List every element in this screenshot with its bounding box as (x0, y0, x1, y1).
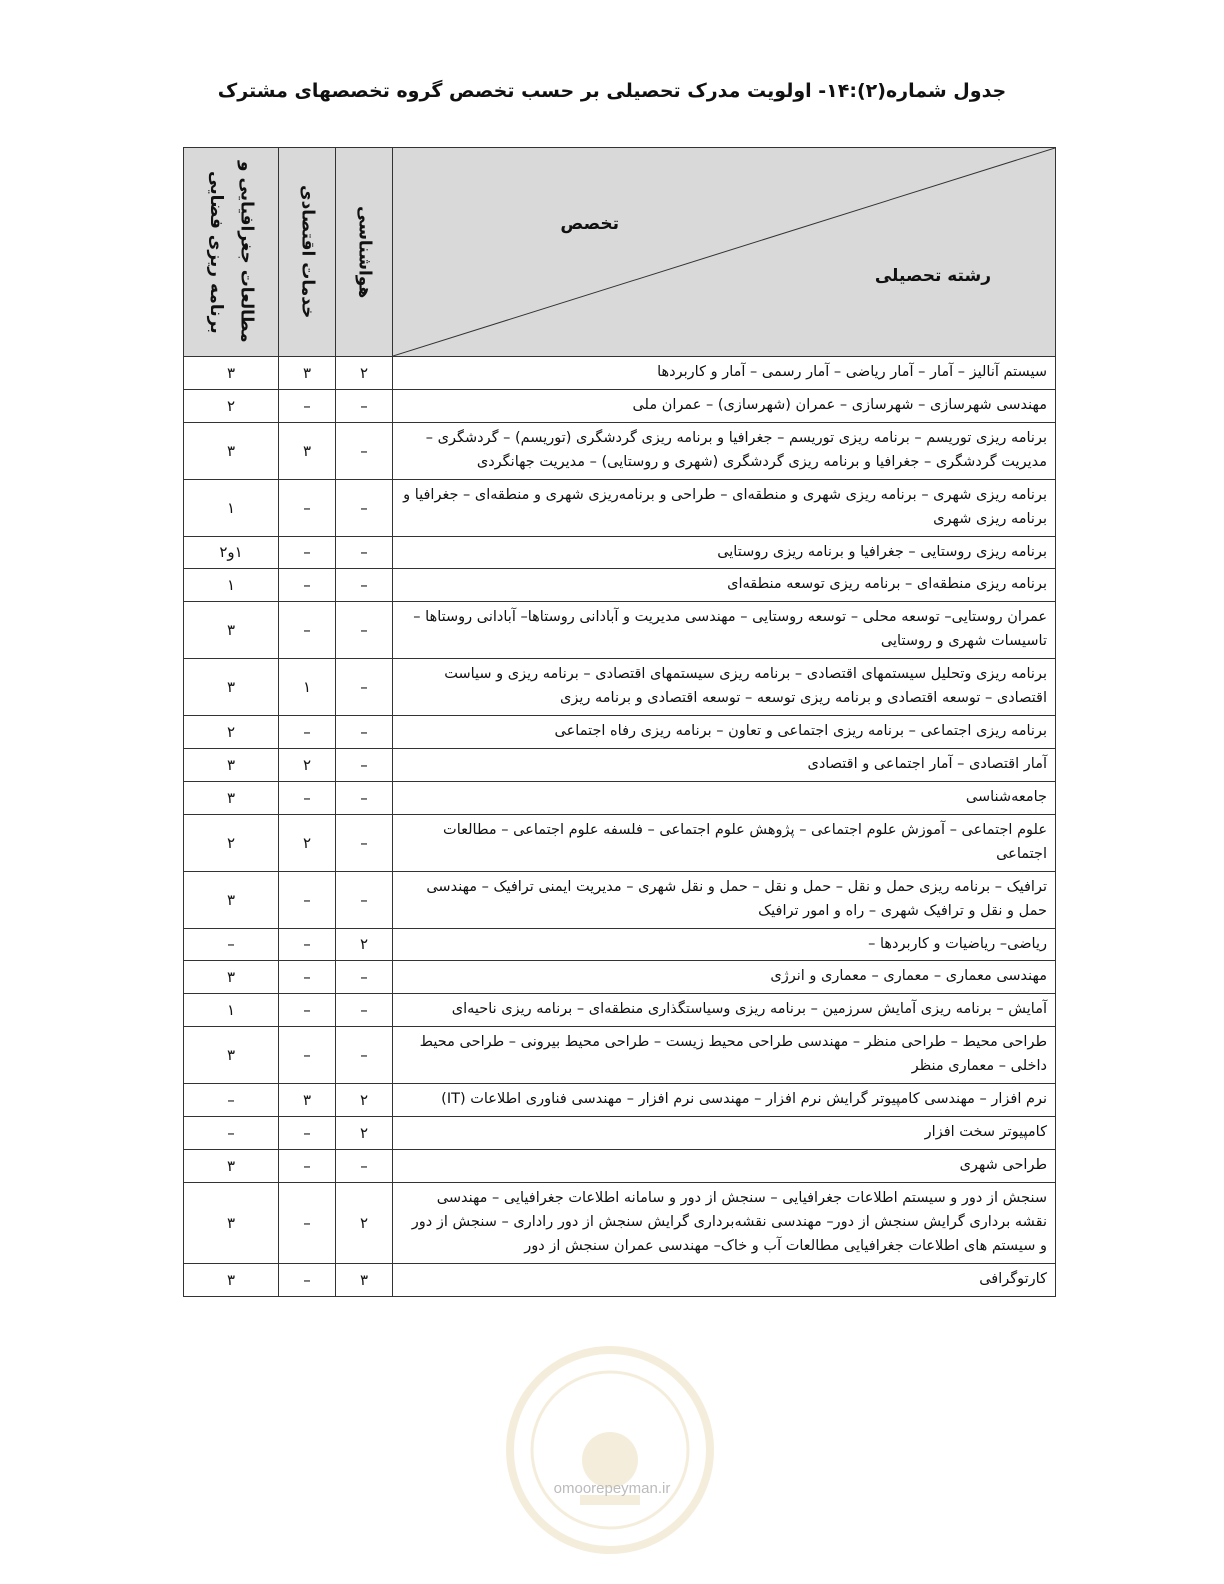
meteorology-cell: ۲ (336, 928, 393, 961)
meteorology-cell: ۲ (336, 1084, 393, 1117)
field-cell: سنجش از دور و سیستم اطلاعات جغرافیایی – سنجش از دور و سامانه اطلاعات جغرافیایی – مهندسی نقشه برداری گرایش سنجش از دور– مهندسی نقشه‌برداری گرایش سنجش از دور راداری – سنجش از دور و سیستم های اطلاعات جغرافیایی مطالعات آب و خاک– مهندسی عمران سنجش از دور (393, 1182, 1056, 1263)
table-row (184, 1117, 1056, 1150)
meteorology-cell: – (336, 781, 393, 814)
meteorology-cell: – (336, 659, 393, 716)
meteorology-cell: – (336, 748, 393, 781)
economic-cell: ۳ (279, 357, 336, 390)
economic-cell: – (279, 1027, 336, 1084)
economic-cell: – (279, 1149, 336, 1182)
meteorology-cell: – (336, 479, 393, 536)
meteorology-cell: – (336, 536, 393, 569)
geo-cell: ۳ (184, 1149, 279, 1182)
economic-cell: – (279, 994, 336, 1027)
economic-cell: ۲ (279, 814, 336, 871)
geo-cell: ۲ (184, 389, 279, 422)
economic-cell: – (279, 928, 336, 961)
field-cell: کامپیوتر سخت افزار (393, 1117, 1056, 1150)
field-cell: جامعه‌شناسی (393, 781, 1056, 814)
geo-cell: – (184, 1117, 279, 1150)
field-cell: مهندسی معماری – معماری – معماری و انرژی (393, 961, 1056, 994)
geo-cell: ۲ (184, 716, 279, 749)
economic-cell: – (279, 536, 336, 569)
geo-cell: ۳ (184, 1027, 279, 1084)
table-row (184, 569, 1056, 602)
geo-cell: ۳ (184, 602, 279, 659)
table-row (184, 422, 1056, 479)
col-economic-services: خدمات اقتصادی (279, 148, 336, 357)
economic-cell: – (279, 961, 336, 994)
table-row (184, 781, 1056, 814)
priority-table (183, 147, 1056, 1297)
col-geo-studies: مطالعات جغرافیایی و برنامه ریزی فضایی (184, 148, 279, 357)
geo-cell: ۳ (184, 1263, 279, 1296)
economic-cell: – (279, 1182, 336, 1263)
field-cell: کارتوگرافی (393, 1263, 1056, 1296)
field-cell: طراحی شهری (393, 1149, 1056, 1182)
field-cell: سیستم آنالیز – آمار – آمار ریاضی – آمار رسمی – آمار و کاربردها (393, 357, 1056, 390)
page-title: جدول شماره(۲):۱۴- اولویت مدرک تحصیلی بر حسب تخصص گروه تخصصهای مشترک (217, 80, 1007, 102)
geo-cell: ۳ (184, 357, 279, 390)
field-cell: برنامه ریزی توریسم – برنامه ریزی توریسم – جغرافیا و برنامه ریزی گردشگری (توریسم) – گردشگری – مدیریت گردشگری – جغرافیا و برنامه ریزی گردشگری (شهری و روستایی) – مدیریت جهانگردی (393, 422, 1056, 479)
meteorology-cell: – (336, 994, 393, 1027)
economic-cell: – (279, 716, 336, 749)
geo-cell: ۳ (184, 659, 279, 716)
table-row (184, 1182, 1056, 1263)
field-cell: عمران روستایی– توسعه محلی – توسعه روستایی – مهندسی مدیریت و آبادانی روستاها– آبادانی روستاها – تاسیسات شهری و روستایی (393, 602, 1056, 659)
geo-cell: – (184, 928, 279, 961)
meteorology-cell: ۲ (336, 1182, 393, 1263)
col-meteorology: هواشناسی (336, 148, 393, 357)
geo-cell: ۳ (184, 781, 279, 814)
meteorology-cell: – (336, 716, 393, 749)
economic-cell: – (279, 1263, 336, 1296)
economic-cell: – (279, 569, 336, 602)
field-cell: برنامه ریزی روستایی – جغرافیا و برنامه ریزی روستایی (393, 536, 1056, 569)
table-row (184, 389, 1056, 422)
geo-cell: ۱ (184, 994, 279, 1027)
geo-cell: ۱ (184, 479, 279, 536)
diagonal-line (393, 148, 1055, 356)
watermark-text: omoorepeyman.ir (553, 1480, 671, 1497)
economic-cell: ۳ (279, 422, 336, 479)
meteorology-cell: – (336, 422, 393, 479)
table-row (184, 994, 1056, 1027)
table-row (184, 357, 1056, 390)
meteorology-cell: ۳ (336, 1263, 393, 1296)
geo-cell: ۳ (184, 748, 279, 781)
table-row (184, 1149, 1056, 1182)
geo-cell: ۳ (184, 422, 279, 479)
economic-cell: – (279, 479, 336, 536)
diagonal-header-cell (393, 148, 1056, 357)
table-row (184, 814, 1056, 871)
meteorology-cell: – (336, 569, 393, 602)
meteorology-cell: – (336, 814, 393, 871)
field-cell: برنامه ریزی شهری – برنامه ریزی شهری و منطقه‌ای – طراحی و برنامه‌ریزی شهری و منطقه‌ای – جغرافیا و برنامه ریزی شهری (393, 479, 1056, 536)
field-label: رشته تحصیلی (874, 266, 991, 286)
meteorology-cell: – (336, 389, 393, 422)
table-row (184, 602, 1056, 659)
field-cell: آمایش – برنامه ریزی آمایش سرزمین – برنامه ریزی وسیاستگذاری منطقه‌ای – برنامه ریزی ناحیه‌ای (393, 994, 1056, 1027)
geo-cell: – (184, 1084, 279, 1117)
table-row (184, 536, 1056, 569)
economic-cell: – (279, 1117, 336, 1150)
table-row (184, 1027, 1056, 1084)
meteorology-cell: ۲ (336, 1117, 393, 1150)
economic-cell: – (279, 781, 336, 814)
geo-cell: ۱و۲ (184, 536, 279, 569)
table-row (184, 1084, 1056, 1117)
watermark-logo (500, 1340, 720, 1560)
economic-cell: – (279, 871, 336, 928)
economic-cell: – (279, 602, 336, 659)
geo-cell: ۳ (184, 871, 279, 928)
geo-cell: ۳ (184, 1182, 279, 1263)
field-cell: ترافیک – برنامه ریزی حمل و نقل – حمل و نقل – حمل و نقل شهری – مدیریت ایمنی ترافیک – مهندسی حمل و نقل و ترافیک شهری – راه و امور ترافیک (393, 871, 1056, 928)
field-cell: برنامه ریزی منطقه‌ای – برنامه ریزی توسعه منطقه‌ای (393, 569, 1056, 602)
field-cell: ریاضی– ریاضیات و کاربردها – (393, 928, 1056, 961)
meteorology-cell: – (336, 1149, 393, 1182)
field-cell: برنامه ریزی اجتماعی – برنامه ریزی اجتماعی و تعاون – برنامه ریزی رفاه اجتماعی (393, 716, 1056, 749)
geo-cell: ۲ (184, 814, 279, 871)
geo-cell: ۳ (184, 961, 279, 994)
table-row (184, 659, 1056, 716)
field-cell: آمار اقتصادی – آمار اجتماعی و اقتصادی (393, 748, 1056, 781)
field-cell: برنامه ریزی وتحلیل سیستمهای اقتصادی – برنامه ریزی سیستمهای اقتصادی – برنامه ریزی و سیاست اقتصادی – توسعه اقتصادی و برنامه ریزی توسعه – توسعه اقتصادی و برنامه ریزی (393, 659, 1056, 716)
table-row (184, 716, 1056, 749)
table-row (184, 479, 1056, 536)
field-cell: طراحی محیط – طراحی منظر – مهندسی طراحی محیط زیست – طراحی محیط بیرونی – طراحی محیط داخلی – معماری منظر (393, 1027, 1056, 1084)
field-cell: مهندسی شهرسازی – شهرسازی – عمران (شهرسازی) – عمران ملی (393, 389, 1056, 422)
economic-cell: ۳ (279, 1084, 336, 1117)
table-row (184, 871, 1056, 928)
table-row (184, 961, 1056, 994)
economic-cell: – (279, 389, 336, 422)
field-cell: علوم اجتماعی – آموزش علوم اجتماعی – پژوهش علوم اجتماعی – فلسفه علوم اجتماعی – مطالعات اجتماعی (393, 814, 1056, 871)
meteorology-cell: – (336, 961, 393, 994)
table-row (184, 748, 1056, 781)
table-row (184, 928, 1056, 961)
economic-cell: ۱ (279, 659, 336, 716)
meteorology-cell: – (336, 1027, 393, 1084)
meteorology-cell: – (336, 602, 393, 659)
field-cell: نرم افزار – مهندسی کامپیوتر گرایش نرم افزار – مهندسی نرم افزار – مهندسی فناوری اطلاعات (IT) (393, 1084, 1056, 1117)
geo-cell: ۱ (184, 569, 279, 602)
table-row (184, 1263, 1056, 1296)
meteorology-cell: – (336, 871, 393, 928)
economic-cell: ۲ (279, 748, 336, 781)
meteorology-cell: ۲ (336, 357, 393, 390)
table-header-row (184, 148, 1056, 357)
specialty-label: تخصص (560, 214, 619, 234)
